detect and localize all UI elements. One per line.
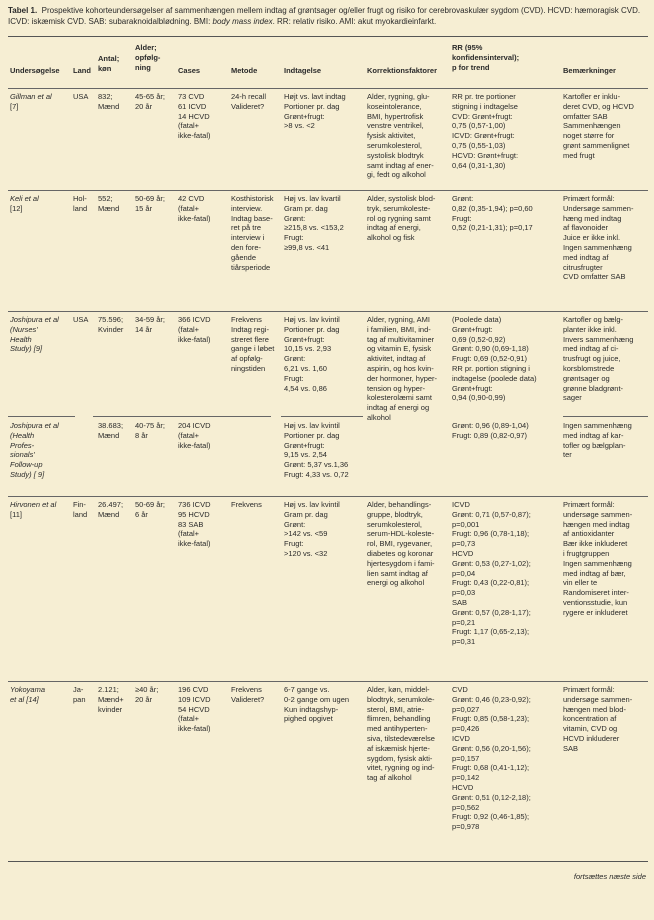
cell-korrektion: Alder, køn, middel- blodtryk, serumkole- sterol, BMI, atrie- flimren, behandling med antihyperten- siva, tilstedeværelse af iskæmisk hjerte- sygdom, fysisk akti- vitet, rygning og ind- tag af alkohol [367, 685, 435, 783]
table-caption [8, 6, 648, 27]
header-metode: Metode [231, 66, 258, 75]
row-rule [8, 311, 648, 312]
header-land: Land [73, 66, 91, 75]
cell-cases: 73 CVD 61 ICVD 14 HCVD (fatal+ ikke-fatal) [178, 92, 211, 141]
cell-korrektion: Alder, rygning, AMI i familien, BMI, ind- tag af multivitaminer og vitamin E, fysisk aktivitet, indtag af aspirin, og hos kvin- der hormoner, hyper- tension og hyper- kolesterolæmi samt indtag af energi og alkohol [367, 315, 438, 422]
cell-land: USA [73, 92, 89, 101]
cell-cases: 366 ICVD (fatal+ ikke-fatal) [178, 315, 211, 344]
cell-bemaerkninger: Ingen sammenhæng med indtag af kar- tofler og bælgplan- ter [563, 421, 632, 460]
caption-bmi: body mass index [212, 16, 273, 26]
cell-alder: ≥40 år; 20 år [135, 685, 159, 704]
cell-korrektion: Alder, rygning, glu- koseintolerance, BMI, hypertrofisk venstre ventrikel, fysisk aktivitet, serumkolesterol, systolisk blodtryk samt indtag af ener- gi, fedt og alkohol [367, 92, 434, 180]
study-ref: [12] [10, 203, 23, 213]
cell-undersoegelse [10, 92, 70, 112]
cell-rr: RR pr. tre portioner stigning i indtagelse CVD: Grønt+frugt: 0,75 (0,57-1,00) ICVD: Grønt+frugt: 0,75 (0,55-1,03) HCVD: Grønt+frugt: 0,64 (0,31-1,30) [452, 92, 519, 170]
study-name: Hirvonen et al [10, 500, 57, 509]
continued-note: fortsættes næste side [573, 872, 646, 881]
subrow-rule-mid [93, 416, 271, 417]
cell-indtagelse: Høj vs. lav kvintil Portioner pr. dag Grønt+frugt: 9,15 vs. 2,54 Grønt: 5,37 vs.1,36 Frugt: 4,33 vs. 0,72 [284, 421, 349, 479]
cell-land: Ja- pan [73, 685, 86, 704]
header-undersoegelse: Undersøgelse [10, 66, 60, 75]
header-korrektion: Korrektionsfaktorer [367, 66, 438, 75]
row-rule [8, 681, 648, 682]
header-rule [8, 88, 648, 89]
cell-cases: 736 ICVD 95 HCVD 83 SAB (fatal+ ikke-fatal) [178, 500, 211, 549]
cell-rr: (Poolede data) Grønt+frugt: 0,69 (0,52-0,92) Grønt: 0,90 (0,69-1,18) Frugt: 0,69 (0,52-0,91) RR pr. portion stigning i indtagelse (poolede data) Grønt+frugt: 0,94 (0,90-0,99) [452, 315, 537, 403]
cell-rr: Grønt: 0,82 (0,35-1,94); p=0,60 Frugt: 0,52 (0,21-1,31); p=0,17 [452, 194, 533, 233]
header-bemaerkninger: Bemærkninger [563, 66, 616, 75]
cell-bemaerkninger: Kartofler og bælg- planter ikke inkl. Invers sammenhæng med indtag af ci- trusfrugt og juice, korsblomstrede grøntsager og grønne bladgrønt- sager [563, 315, 634, 403]
subrow-rule-bem [563, 416, 648, 417]
subrow-rule-indt [281, 416, 363, 417]
header-alder: Alder; opfølg- ning [135, 43, 161, 72]
cell-indtagelse: Høj vs. lav kvartil Gram pr. dag Grønt: ≥215,8 vs. <153,2 Frugt: ≥99,8 vs. <41 [284, 194, 344, 252]
cell-antal: 38.683; Mænd [98, 421, 124, 440]
row-rule [8, 190, 648, 191]
cell-undersoegelse: Joshipura et al (Health Profes- sionals' Follow-up Study) [ 9] [10, 421, 59, 479]
cell-bemaerkninger: Kartofler er inklu- deret CVD, og HCVD omfatter SAB Sammenhængen noget større for grønt sammenlignet med frugt [563, 92, 634, 160]
cell-antal: 552; Mænd [98, 194, 120, 213]
study-ref: [7] [10, 101, 19, 111]
cell-undersoegelse [10, 500, 70, 520]
cell-land: Hol- land [73, 194, 88, 213]
cell-cases: 204 ICVD (fatal+ ikke-fatal) [178, 421, 211, 450]
cell-metode: 24-h recall Valideret? [231, 92, 267, 111]
cell-metode: Frekvens Valideret? [231, 685, 265, 704]
cell-land: USA [73, 315, 89, 324]
cell-bemaerkninger: Primært formål: undersøge sammen- hængen med indtag af antioxidanter Bær ikke inkluderet i frugtgruppen Ingen sammenhæng med indtag af bær, vin eller te Randomiseret inter- ventionsstudie, kun rygere er inkluderet [563, 500, 633, 617]
header-indtagelse: Indtagelse [284, 66, 322, 75]
cell-bemaerkninger: Primært formål: undersøge sammen- hængen med blod- koncentration af vitamin, CVD og HCVD inkluderer SAB [563, 685, 633, 753]
subrow-rule-und [8, 416, 75, 417]
header-cases: Cases [178, 66, 201, 75]
cell-indtagelse: Højt vs. lavt indtag Portioner pr. dag Grønt+frugt: >8 vs. <2 [284, 92, 346, 131]
header-antal: Antal; køn [98, 54, 120, 73]
cell-antal: 2.121; Mænd+ kvinder [98, 685, 124, 714]
cell-land: Fin- land [73, 500, 88, 519]
cell-alder: 50-69 år; 6 år [135, 500, 166, 519]
cell-antal: 832; Mænd [98, 92, 120, 111]
cell-metode: Frekvens [231, 500, 262, 509]
study-ref: [11] [10, 509, 22, 519]
table-top-rule [8, 36, 648, 37]
cell-cases: 196 CVD 109 ICVD 54 HCVD (fatal+ ikke-fatal) [178, 685, 211, 734]
cell-korrektion: Alder, systolisk blod- tryk, serumkoleste- rol og rygning samt indtag af energi, alkohol og fisk [367, 194, 436, 243]
study-name: Keli et al [10, 194, 39, 203]
cell-alder: 34-59 år; 14 år [135, 315, 166, 334]
cell-cases: 42 CVD (fatal+ ikke-fatal) [178, 194, 211, 223]
cell-undersoegelse: Yokoyama et al [14] [10, 685, 46, 704]
cell-bemaerkninger: Primært formål: Undersøge sammen- hæng med indtag af flavonoider Juice er ikke inkl. Ingen sammenhæng med indtag af citrusfrugter CVD omfatter SAB [563, 194, 634, 282]
cell-undersoegelse [10, 194, 70, 214]
cell-undersoegelse: Joshipura et al (Nurses' Health Study) [9] [10, 315, 59, 354]
cell-rr: ICVD Grønt: 0,71 (0,57-0,87); p=0,001 Frugt: 0,96 (0,78-1,18); p=0,73 HCVD Grønt: 0,53 (0,27-1,02); p=0,04 Frugt: 0,43 (0,22-0,81); p=0,03 SAB Grønt: 0,57 (0,28-1,17); p=0,21 Frugt: 1,17 (0,65-2,13); p=0,31 [452, 500, 531, 647]
table-label: Tabel 1. [8, 6, 38, 15]
study-name: Gillman et al [10, 92, 52, 101]
cell-indtagelse: Høj vs. lav kvintil Gram pr. dag Grønt: >142 vs. <59 Frugt: >120 vs. <32 [284, 500, 340, 558]
row-rule [8, 496, 648, 497]
cell-metode: Frekvens Indtag regi- streret flere gange i løbet af opfølg- ningstiden [231, 315, 275, 373]
caption-text-end: . RR: relativ risiko. AMI: akut myokardieinfarkt. [272, 16, 437, 26]
cell-indtagelse: 6-7 gange vs. 0-2 gange om ugen Kun indtagshyp- pighed opgivet [284, 685, 350, 724]
cell-alder: 45-65 år; 20 år [135, 92, 166, 111]
table-bottom-rule [8, 861, 648, 862]
header-rr: RR (95% konfidensinterval); p for trend [452, 43, 520, 72]
cell-korrektion: Alder, behandlings- gruppe, blodtryk, serumkolesterol, serum-HDL-koleste- rol, BMI, rygevaner, diabetes og koronar hjertesygdom i fami- lien samt indtag af energi og alkohol [367, 500, 435, 588]
cell-alder: 50-69 år; 15 år [135, 194, 166, 213]
cell-antal: 26.497; Mænd [98, 500, 124, 519]
caption-text: Prospektive kohorteundersøgelser af sammenhængen mellem indtag af grøntsager og/eller frugt og risiko for cerebrovaskulær sygdom (CVD). HCVD: hæmoragisk CVD. ICVD: iskæmisk CVD. SAB: subaraknoidalblødning. BMI: [8, 6, 641, 26]
cell-metode: Kosthistorisk interview. Indtag base- ret på tre interview i den fore- gående tiårsperiode [231, 194, 274, 272]
cell-antal: 75.596; Kvinder [98, 315, 124, 334]
cell-alder: 40-75 år; 8 år [135, 421, 166, 440]
cell-rr: CVD Grønt: 0,46 (0,23-0,92); p=0,027 Frugt: 0,85 (0,58-1,23); p=0,426 ICVD Grønt: 0,56 (0,20-1,56); p=0,157 Frugt: 0,68 (0,41-1,12); p=0,142 HCVD Grønt: 0,51 (0,12-2,18); p=0,562 Frugt: 0,92 (0,46-1,85); p=0,978 [452, 685, 531, 832]
cell-indtagelse: Høj vs. lav kvintil Portioner pr. dag Grønt+frugt: 10,15 vs. 2,93 Grønt: 6,21 vs. 1,60 Frugt: 4,54 vs. 0,86 [284, 315, 340, 393]
cell-rr: Grønt: 0,96 (0,89-1,04) Frugt: 0,89 (0,82-0,97) [452, 421, 529, 440]
